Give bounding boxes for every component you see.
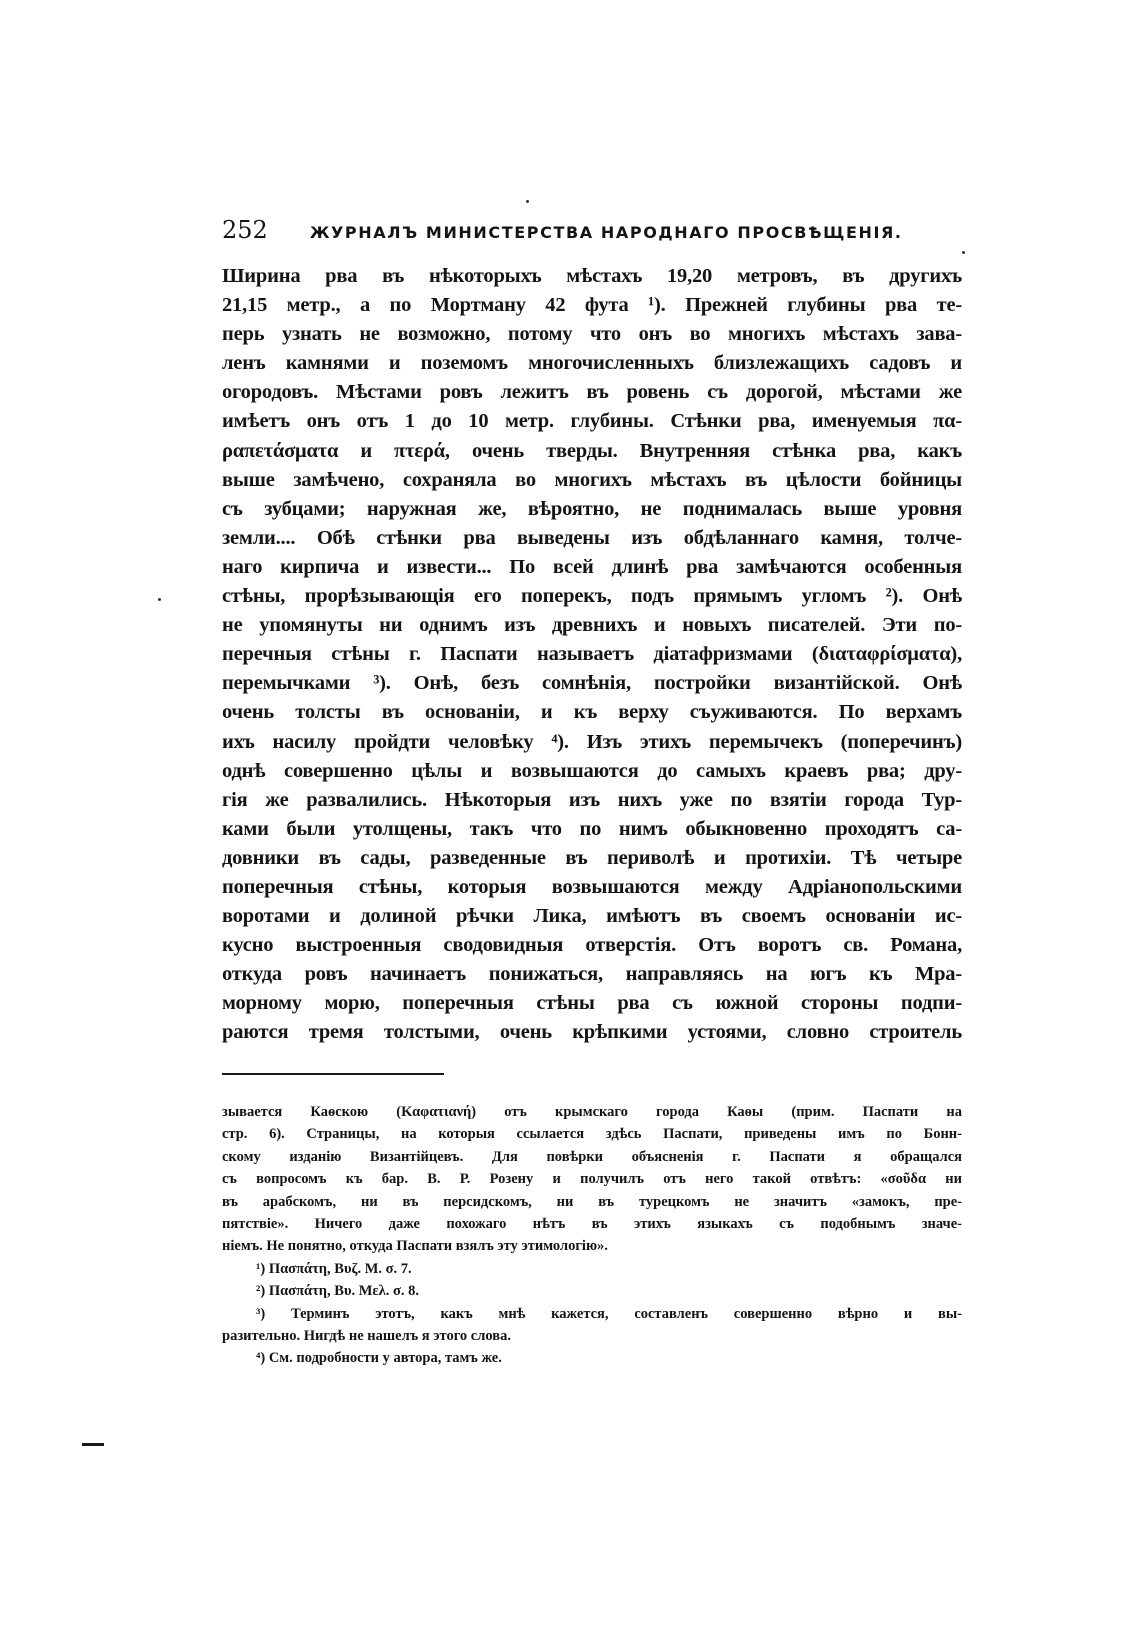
footnote-continuation-line: пятствіе». Ничего даже похожаго нѣтъ въ этихъ языкахъ съ подобнымъ значе- — [222, 1216, 962, 1233]
footnote-continuation-line: съ вопросомъ къ бар. В. Р. Розену и получилъ отъ него такой отвѣтъ: «σοῦδα ни — [222, 1171, 962, 1188]
text-line: ραπετάσματα и πτερά, очень тверды. Внутренняя стѣнка рва, какъ — [222, 439, 962, 462]
footnote-text: Терминъ этотъ, какъ мнѣ кажется, составленъ совершенно вѣрно и вы- — [290, 1305, 963, 1322]
footnote-mark: ¹) — [256, 1260, 266, 1277]
text-line: раются тремя толстыми, очень крѣпкими устоями, словно строитель — [222, 1021, 962, 1044]
text-line: выше замѣчено, сохраняла во многихъ мѣстахъ въ цѣлости бойницы — [222, 468, 962, 491]
text-line: кусно выстроенныя сводовидныя отверстія. Отъ воротъ св. Романа, — [222, 934, 962, 957]
footnote-separator — [222, 1073, 444, 1075]
text-line: огородовъ. Мѣстами ровъ лежитъ въ ровень съ дорогой, мѣстами же — [222, 381, 962, 404]
text-line: съ зубцами; наружная же, вѣроятно, не поднималась выше уровня — [222, 497, 962, 520]
footnote-continuation-line: стр. 6). Страницы, на которыя ссылается здѣсь Паспати, приведены имъ по Бонн- — [222, 1126, 962, 1143]
text-line: довники въ сады, разведенные въ периволѣ и протихіи. Тѣ четыре — [222, 846, 962, 869]
text-line: 21,15 метр., а по Мортману 42 фута ¹). Прежней глубины рва те- — [222, 294, 962, 317]
journal-title: ЖУРНАЛЪ МИНИСТЕРСТВА НАРОДНАГО ПРОСВѢЩЕНІЯ. — [309, 223, 903, 242]
text-line: земли.... Обѣ стѣнки рва выведены изъ обдѣланнаго камня, толче- — [222, 526, 962, 549]
footnote-mark: ³) — [256, 1305, 266, 1322]
footnote-text: Πασπάτη, Βυζ. Μ. σ. 7. — [268, 1260, 412, 1277]
text-line: имѣетъ онъ отъ 1 до 10 метр. глубины. Стѣнки рва, именуемыя πα- — [222, 410, 962, 433]
footnote-2 — [222, 1280, 962, 1302]
scan-speck — [962, 251, 965, 254]
text-line: перечныя стѣны г. Паспати называетъ діатафризмами (διαταφρίσματα), — [222, 643, 962, 666]
margin-dash — [82, 1443, 104, 1446]
footnote-1 — [222, 1258, 962, 1280]
text-line: воротами и долиной рѣчки Лика, имѣютъ въ своемъ основаніи ис- — [222, 905, 962, 928]
text-line: ихъ насилу пройдти человѣку ⁴). Изъ этихъ перемычекъ (поперечинъ) — [222, 730, 962, 753]
footnote-text: См. подробности у автора, тамъ же. — [268, 1350, 502, 1367]
text-line: поперечныя стѣны, которыя возвышаются между Адріанопольскими — [222, 875, 962, 898]
text-line: очень толсты въ основаніи, и къ верху съуживаются. По верхамъ — [222, 701, 962, 724]
page-number: 252 — [222, 216, 268, 244]
text-line: перемычками ³). Онѣ, безъ сомнѣнія, постройки византійской. Онѣ — [222, 672, 962, 695]
text-line: ленъ камнями и поземомъ многочисленныхъ близлежащихъ садовъ и — [222, 352, 962, 375]
text-line: Ширина рва въ нѣкоторыхъ мѣстахъ 19,20 метровъ, въ другихъ — [222, 265, 962, 287]
footnote-4 — [222, 1347, 962, 1369]
footnote-continuation-line: ніемъ. Не понятно, откуда Паспати взялъ эту этимологію». — [222, 1238, 608, 1255]
text-line: морному морю, поперечныя стѣны рва съ южной стороны подпи- — [222, 992, 962, 1015]
scan-speck — [526, 200, 529, 203]
footnote-continuation-line: зывается Каѳскою (Καφατιανή) отъ крымскаго города Каѳы (прим. Паспати на — [222, 1104, 962, 1120]
footnote-3 — [222, 1303, 962, 1348]
footnote-text: Πασπάτη, Βυ. Μελ. σ. 8. — [268, 1283, 419, 1300]
footnote-mark: ⁴) — [256, 1350, 266, 1367]
footnote-continuation-line: въ арабскомъ, ни въ персидскомъ, ни въ турецкомъ не значитъ «замокъ, пре- — [222, 1193, 962, 1210]
footnote-continuation — [222, 1101, 962, 1258]
main-text — [222, 262, 962, 1048]
text-line: наго кирпича и извести... По всей длинѣ рва замѣчаются особенныя — [222, 555, 962, 578]
footnote-3-line-2: разительно. Нигдѣ не нашелъ я этого слова. — [222, 1328, 511, 1345]
running-header — [222, 216, 962, 244]
footnote-3-line-1 — [256, 1303, 962, 1325]
footnote-continuation-line: скому изданію Византійцевъ. Для повѣрки объясненія г. Паспати я обращался — [222, 1148, 962, 1165]
text-line: не упомянуты ни однимъ изъ древнихъ и новыхъ писателей. Эти по- — [222, 614, 962, 637]
text-line: перь узнать не возможно, потому что онъ во многихъ мѣстахъ зава- — [222, 323, 962, 346]
footnotes-block — [222, 1101, 962, 1370]
text-line: ками были утолщены, такъ что по нимъ обыкновенно проходятъ са- — [222, 817, 962, 840]
text-line: однѣ совершенно цѣлы и возвышаются до самыхъ краевъ рва; дру- — [222, 759, 962, 782]
footnote-mark: ²) — [256, 1283, 266, 1300]
text-line: стѣны, прорѣзывающія его поперекъ, подъ прямымъ угломъ ²). Онѣ — [222, 585, 962, 608]
text-line: гія же развалились. Нѣкоторыя изъ нихъ уже по взятіи города Тур- — [222, 788, 962, 811]
text-line: откуда ровъ начинаетъ понижаться, направляясь на югъ къ Мра- — [222, 963, 962, 986]
scan-speck — [158, 598, 161, 601]
